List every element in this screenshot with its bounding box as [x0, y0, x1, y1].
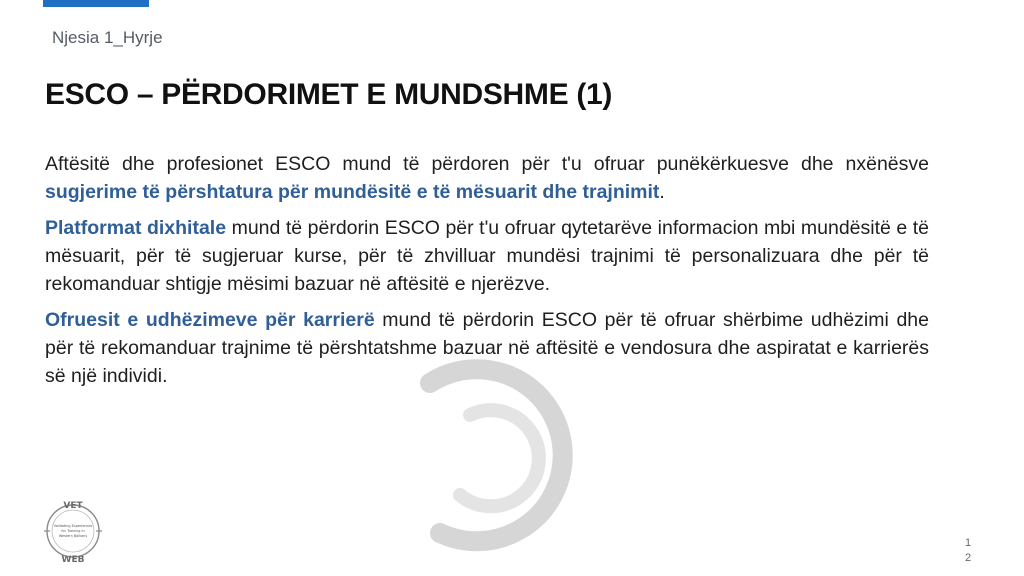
page-number: 12	[964, 537, 972, 564]
logo-bottom-text: WEB	[61, 555, 85, 565]
vet-web-logo-icon	[38, 496, 108, 566]
paragraph-1-end: .	[659, 181, 665, 203]
paragraph-3	[45, 306, 929, 390]
paragraph-1	[45, 150, 929, 206]
logo-line-3: Western Balkans	[58, 534, 88, 538]
paragraph-1-text: Aftësitë dhe profesionet ESCO mund të përdoren për t'u ofruar punëkërkuesve dhe nxënësve	[45, 153, 929, 175]
paragraph-2-text: mund të përdorin ESCO për t'u ofruar qytetarëve informacion mbi mundësitë e të mësuarit, për të sugjeruar kurse, për të zhvilluar mundësi trajnimi të personalizuara dhe për të rekomanduar shtigje mësimi bazuar në aftësitë e njerëzve.	[45, 217, 930, 295]
paragraph-2-highlight: Platformat dixhitale	[45, 217, 227, 239]
logo-line-1: Validating Experiences	[53, 524, 93, 528]
logo-line-2: for Training in	[61, 529, 85, 533]
paragraph-3-text: mund të përdorin ESCO për të ofruar shërbime udhëzimi dhe për të rekomanduar trajnime të përshtatshme bazuar në aftësitë e vendosura dhe aspiratat e karrierës së një individi.	[45, 309, 929, 387]
section-label: Njesia 1_Hyrje	[52, 28, 163, 47]
slide-title: ESCO – PËRDORIMET E MUNDSHME (1)	[45, 78, 613, 111]
accent-bar	[43, 0, 149, 7]
paragraph-1-highlight: sugjerime të përshtatura për mundësitë e të mësuarit dhe trajnimit	[45, 181, 660, 203]
paragraph-2	[45, 214, 929, 298]
paragraph-3-highlight: Ofruesit e udhëzimeve për karrierë	[45, 309, 375, 331]
body-text	[45, 150, 929, 398]
logo-top-text: VET	[63, 501, 83, 511]
